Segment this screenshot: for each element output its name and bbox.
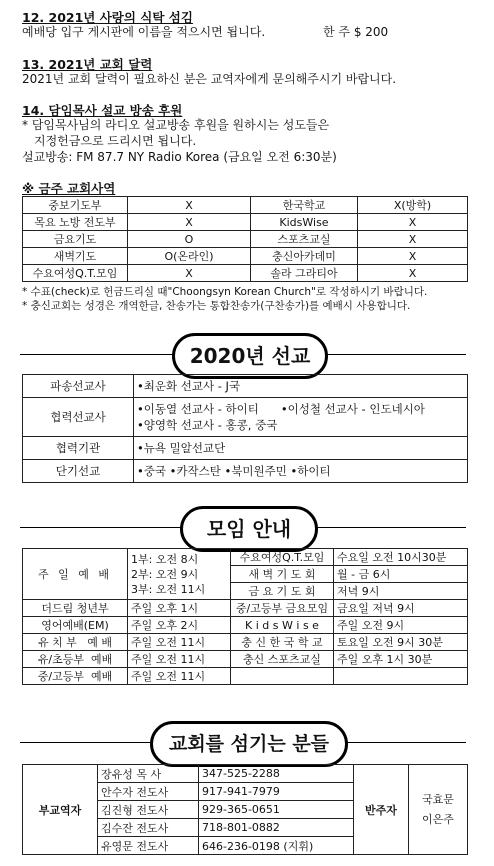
table-row: 유/초등부 예배 주일 오전 11시 충신 스포츠교실 주일 오후 1시 30분 — [23, 651, 468, 668]
item-14-text-1: * 담임목사님의 라디오 설교방송 후원을 원하시는 성도들은 — [22, 118, 330, 132]
table-row: 김진형 전도사 929-365-0651 — [23, 801, 468, 819]
item-14-heading: 14. 담임목사 설교 방송 후원 — [22, 103, 183, 118]
item-12-heading: 12. 2021년 사랑의 식탁 섬김 — [22, 10, 193, 25]
table-row: 중보기도부 X 한국학교 X(방학) — [23, 197, 468, 214]
item-14-text-3: 설교방송: FM 87.7 NY Radio Korea (금요일 오전 6:30분) — [22, 150, 337, 164]
item-13-text: 2021년 교회 달력이 필요하신 분은 교역자에게 문의해주시기 바랍니다. — [22, 72, 397, 86]
item-13-heading: 13. 2021년 교회 달력 — [22, 57, 153, 72]
table-row: 부교역자 장유성 목 사 347-525-2288 반주자 국효문 이은주 — [23, 765, 468, 783]
table-row: 주 일 예 배 1부: 오전 8시 2부: 오전 9시 3부: 오전 11시 수요여성Q.T.모임 수요일 오전 10시30분 — [23, 549, 468, 566]
this-week-title: ※ 금주 교회사역 — [22, 181, 116, 196]
table-row: 단기선교 •중국 •카작스탄 •북미원주민 •하이티 — [23, 460, 468, 483]
table-row: 김수잔 전도사 718-801-0882 — [23, 819, 468, 837]
servants-table — [22, 764, 468, 855]
table-row: 유영문 전도사 646-236-0198 (지휘) — [23, 837, 468, 855]
table-row: 수요여성Q.T.모임 X 솔라 그라티아 X — [23, 265, 468, 282]
item-14-text-2: 지정헌금으로 드리시면 됩니다. — [34, 134, 197, 148]
table-row: 파송선교사 •최운화 선교사 - J국 — [23, 375, 468, 398]
table-row: 영어예배(EM) 주일 오후 2시 K i d s W i s e 주일 오전 9시 — [23, 617, 468, 634]
mission-title: 2020년 선교 — [172, 333, 328, 379]
table-row: 안수자 전도사 917-941-7979 — [23, 783, 468, 801]
item-12-amount: 한 주 $ 200 — [323, 25, 389, 39]
meetings-title: 모임 안내 — [180, 506, 318, 552]
item-12-text: 예배당 입구 게시판에 이름을 적으시면 됩니다. — [22, 25, 266, 39]
meetings-table — [22, 548, 468, 685]
table-row: 새 벽 기 도 회 월 - 금 6시 — [23, 566, 468, 583]
table-row: 중/고등부 예배 주일 오전 11시 — [23, 668, 468, 685]
this-week-note-2: * 충신교회는 성경은 개역한글, 찬송가는 통합찬송가(구찬송가)를 예배시 사용합니다. — [22, 300, 411, 312]
table-row: 더드림 청년부 주일 오후 1시 중/고등부 금요모임 금요일 저녁 9시 — [23, 600, 468, 617]
table-row: 유 치 부 예 배 주일 오전 11시 충 신 한 국 학 교 토요일 오전 9시 30분 — [23, 634, 468, 651]
table-row: 금요기도 O 스포츠교실 X — [23, 231, 468, 248]
servants-title: 교회를 섬기는 분들 — [150, 721, 348, 767]
this-week-note-1: * 수표(check)로 헌금드리실 때"Choongsyn Korean Church"로 작성하시기 바랍니다. — [22, 286, 428, 298]
table-row: 목요 노방 전도부 X KidsWise X — [23, 214, 468, 231]
table-row: 새벽기도 O(온라인) 충신아카데미 X — [23, 248, 468, 265]
mission-table — [22, 374, 468, 483]
this-week-table — [22, 196, 468, 282]
table-row: 협력선교사 •이동열 선교사 - 하이티 •이성철 선교사 - 인도네시아 •양영학 선교사 - 홍콩, 중국 — [23, 398, 468, 437]
table-row: 협력기관 •뉴욕 밀알선교단 — [23, 437, 468, 460]
table-row: 금 요 기 도 회 저녁 9시 — [23, 583, 468, 600]
